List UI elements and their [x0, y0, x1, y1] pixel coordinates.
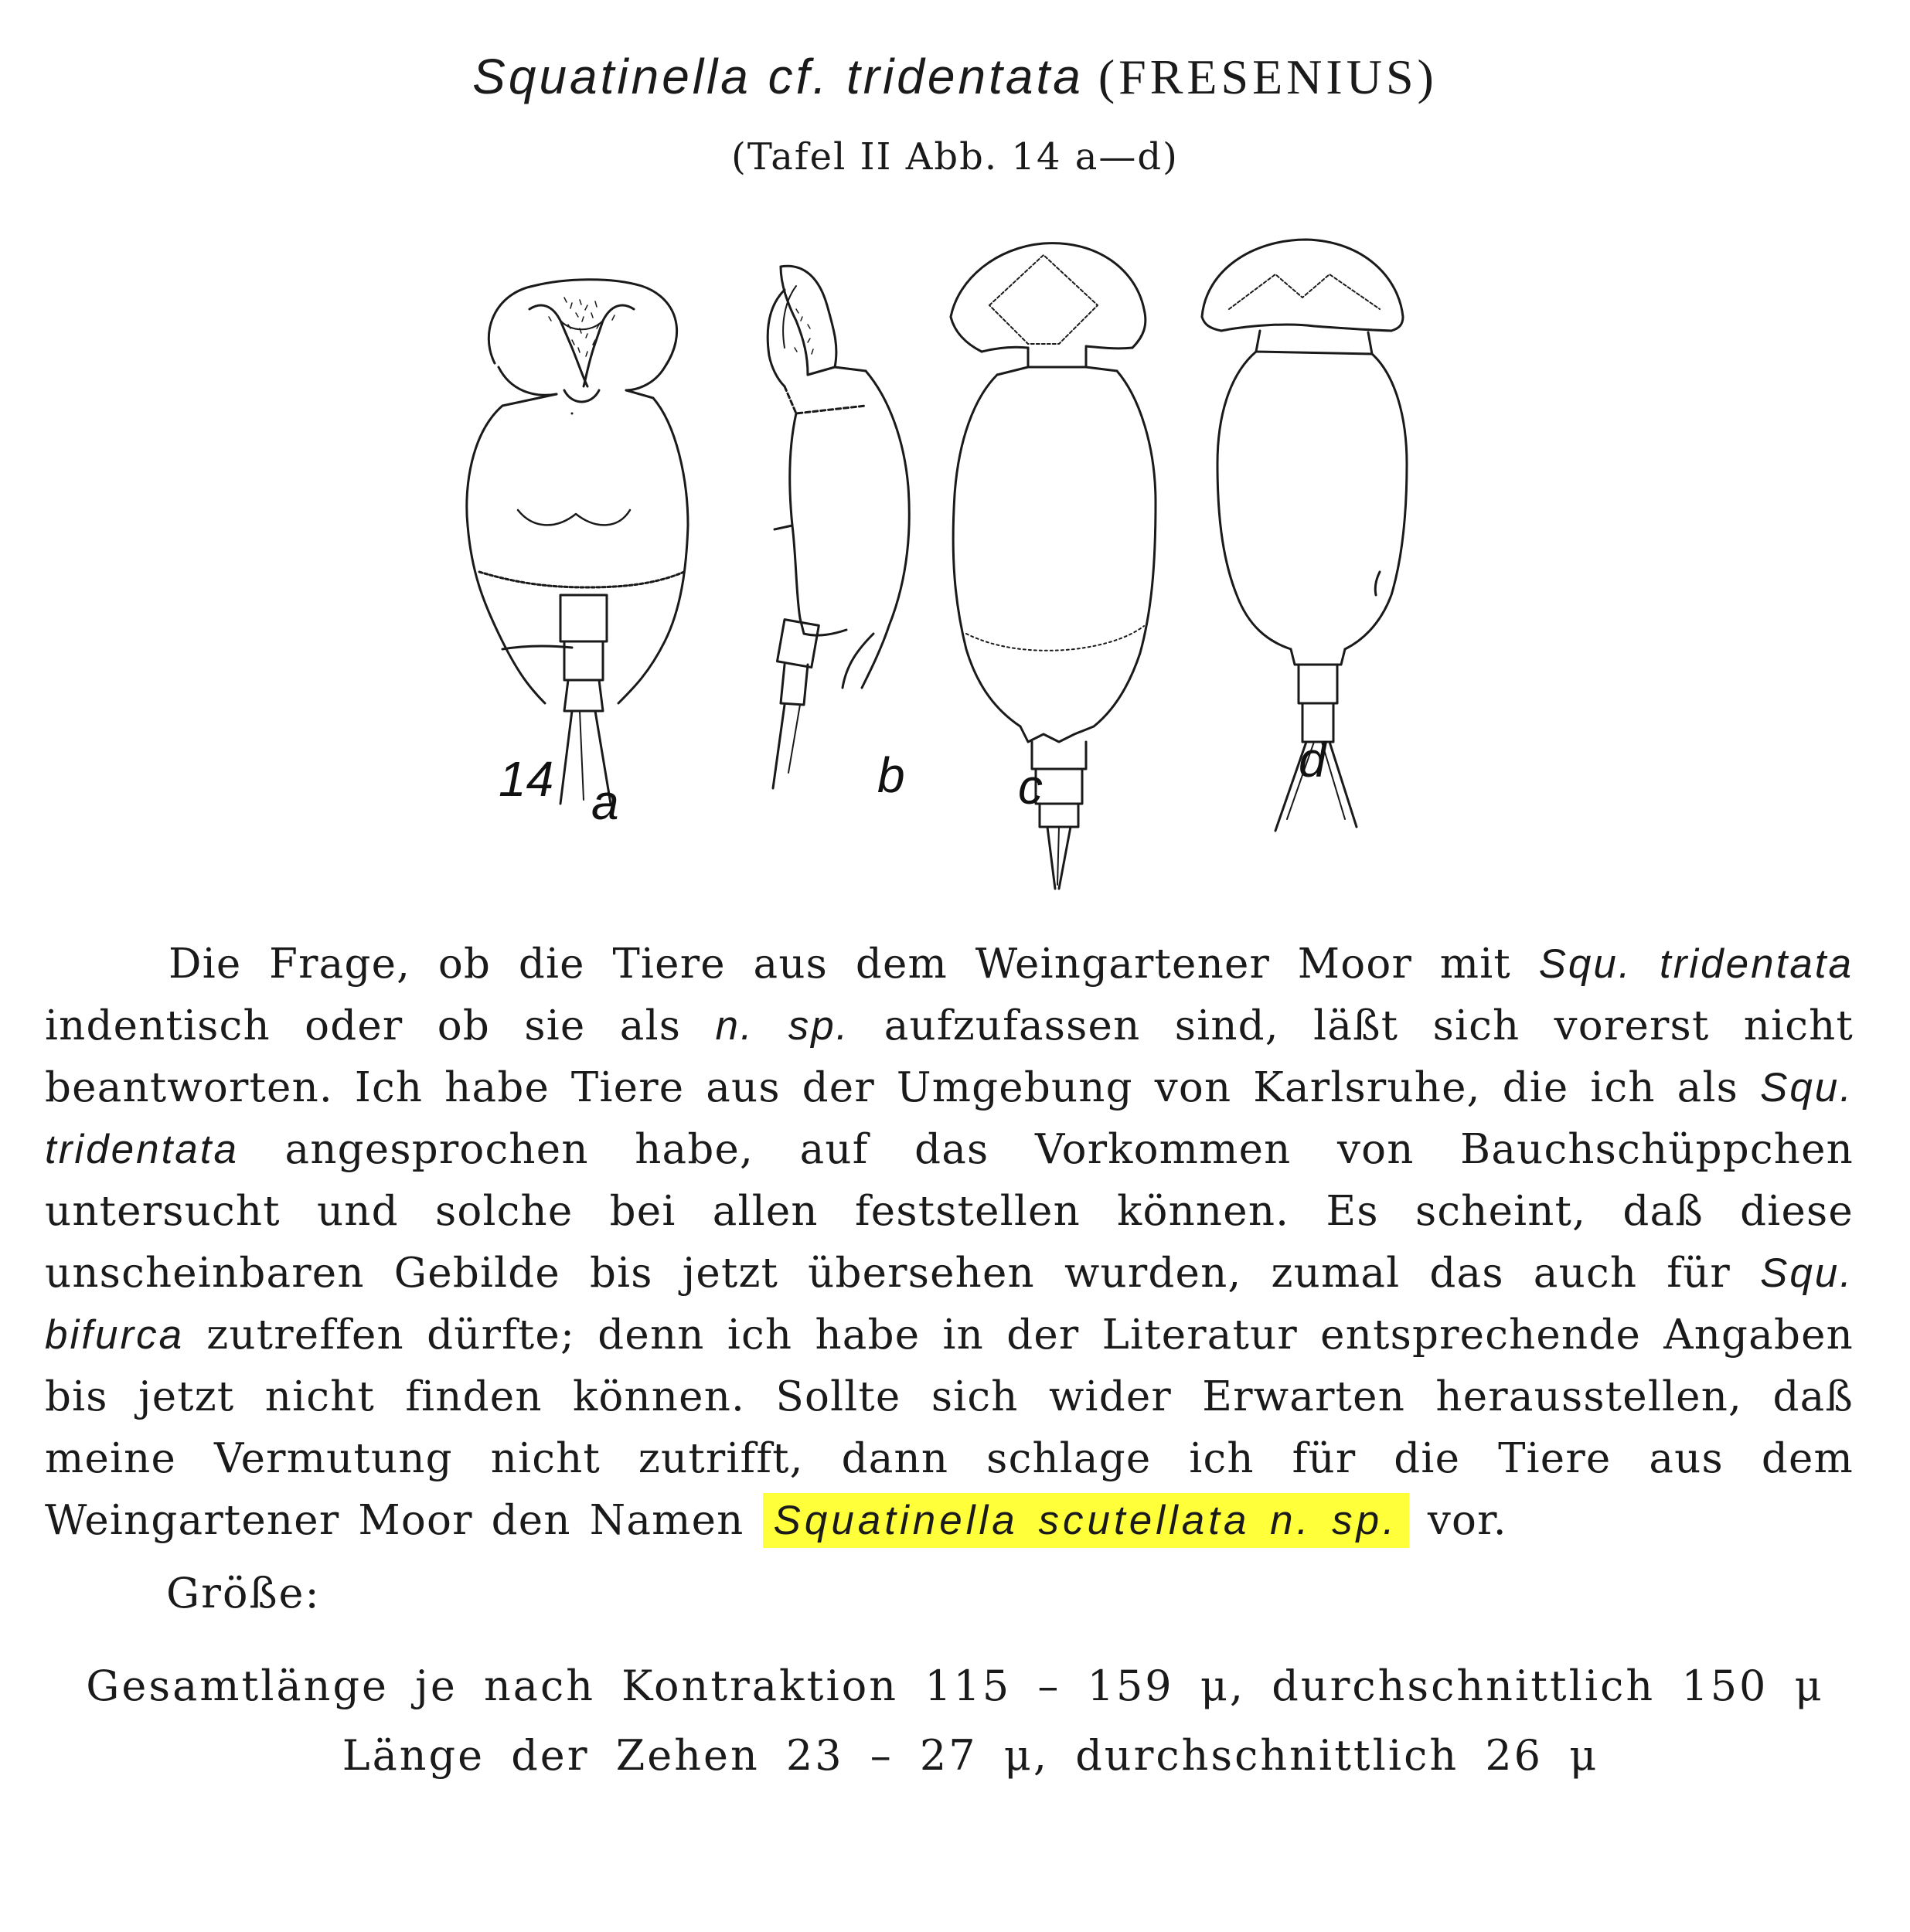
species-name: Squ. tridentata — [45, 1065, 1854, 1172]
title-species: Squatinella cf. tridentata — [472, 49, 1084, 104]
drawing-b — [768, 266, 909, 788]
panel-label-b: b — [877, 747, 905, 803]
page-title — [0, 48, 1910, 106]
panel-label-c: c — [1018, 759, 1043, 815]
size-heading: Größe: — [166, 1569, 321, 1617]
figure-number: 14 — [499, 751, 554, 807]
drawing-a — [467, 280, 688, 804]
panel-label-a: a — [591, 774, 619, 830]
plate-reference: (Tafel II Abb. 14 a—d) — [731, 135, 1179, 179]
text-run: angesprochen habe, auf das Vorkommen von Bauchschüppchen untersucht und solche bei allen feststellen können. Es scheint, daß diese unscheinbaren Gebilde bis jetzt übersehen wurden, zumal das auch für — [45, 1126, 1854, 1297]
highlighted-species-name: Squatinella scutellata n. sp. — [763, 1493, 1409, 1548]
description-paragraph — [45, 934, 1854, 1552]
text-run: zutreffen dürfte; denn ich habe in der Literatur entsprechende Angaben bis jetzt nicht finden können. Sollte sich wider Erwarten herausstellen, daß meine Vermutung nicht zutrifft, dann schlage ich für die Tiere aus dem Weingartener Moor den Namen — [45, 1311, 1854, 1544]
species-name: Squ. bifurca — [45, 1250, 1854, 1358]
panel-label-d: d — [1299, 732, 1326, 787]
rotifer-drawings — [456, 232, 1476, 896]
drawing-c — [951, 243, 1156, 889]
figure-14 — [456, 232, 1476, 896]
new-species-abbr: n. sp. — [715, 1003, 850, 1049]
text-run: aufzufassen sind, läßt sich vorerst nicht beantworten. Ich habe Tiere aus der Umgebung von Karlsruhe, die ich als — [45, 1002, 1854, 1111]
text-run: Die Frage, ob die Tiere aus dem Weingartener Moor mit — [169, 940, 1539, 988]
text-run: vor. — [1408, 1497, 1507, 1544]
species-name: Squ. tridentata — [1538, 941, 1854, 987]
total-length-line: Gesamtlänge je nach Kontraktion 115 – 159 μ, durchschnittlich 150 μ — [86, 1662, 1824, 1710]
text-run: indentisch oder ob sie als — [45, 1002, 716, 1049]
title-author: (FRESENIUS) — [1098, 49, 1438, 104]
toe-length-line: Länge der Zehen 23 – 27 μ, durchschnittlich 26 μ — [342, 1731, 1599, 1780]
